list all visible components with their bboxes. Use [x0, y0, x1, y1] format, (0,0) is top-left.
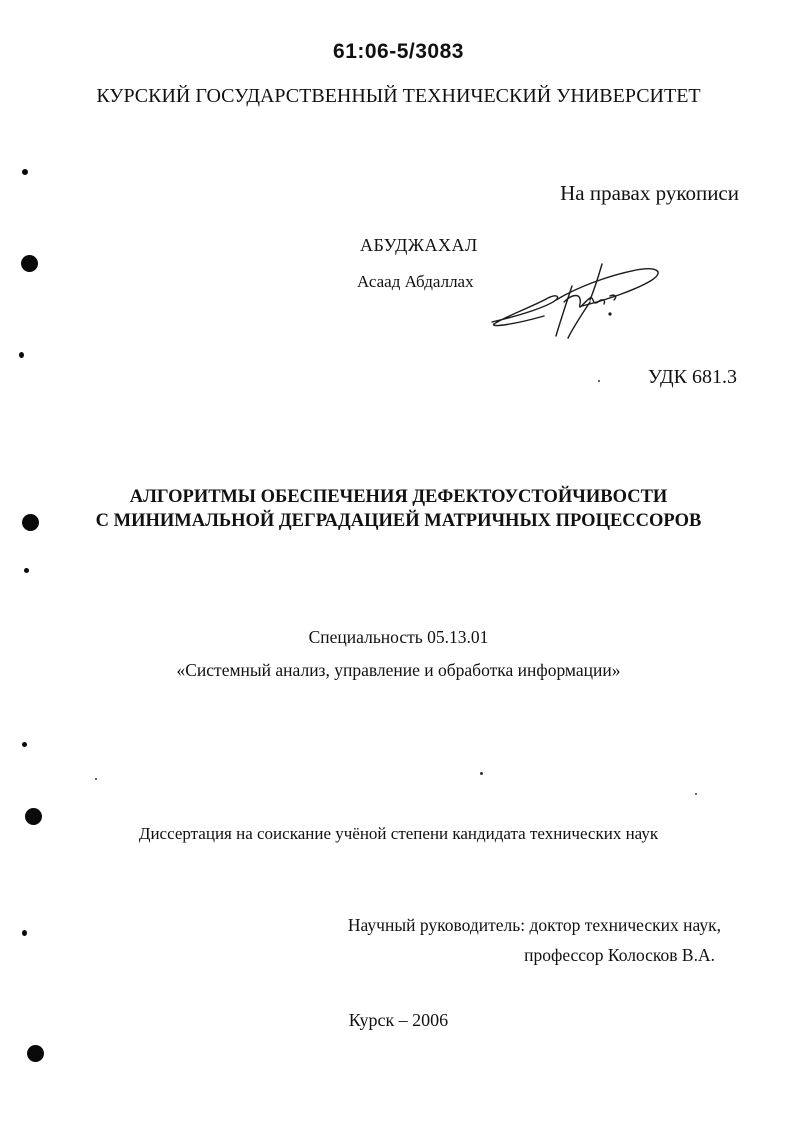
punch-hole	[21, 255, 38, 272]
punch-hole	[25, 808, 42, 825]
punch-hole	[27, 1045, 44, 1062]
thesis-title	[0, 485, 797, 533]
punch-hole	[22, 742, 27, 747]
thesis-title-line-2: С МИНИМАЛЬНОЙ ДЕГРАДАЦИЕЙ МАТРИЧНЫХ ПРОЦЕССОРОВ	[95, 511, 702, 531]
archive-code: 61:06-5/3083	[333, 40, 464, 63]
thesis-title-line-1: АЛГОРИТМЫ ОБЕСПЕЧЕНИЯ ДЕФЕКТОУСТОЙЧИВОСТИ	[129, 487, 668, 507]
signature-dot	[608, 312, 611, 315]
punch-hole	[24, 568, 29, 573]
author-signature	[486, 258, 666, 344]
author-given-names: Асаад Абдаллах	[357, 272, 474, 291]
scan-speck	[598, 380, 600, 382]
specialty-name: «Системный анализ, управление и обработка информации»	[176, 660, 621, 680]
scan-speck	[95, 778, 97, 780]
scan-speck	[695, 793, 697, 795]
punch-hole	[19, 352, 24, 358]
author-surname: АБУДЖАХАЛ	[360, 235, 478, 255]
university-name: КУРСКИЙ ГОСУДАРСТВЕННЫЙ ТЕХНИЧЕСКИЙ УНИВЕРСИТЕТ	[96, 85, 701, 107]
punch-hole	[22, 930, 27, 936]
supervisor-name: профессор Колосков В.А.	[524, 945, 715, 965]
punch-hole	[22, 169, 28, 175]
udk-code: УДК 681.3	[647, 366, 737, 388]
specialty-code: Специальность 05.13.01	[308, 627, 489, 647]
scan-speck	[480, 772, 483, 775]
degree-statement: Диссертация на соискание учёной степени кандидата технических наук	[138, 824, 659, 843]
rights-notice: На правах рукописи	[560, 181, 739, 205]
place-year: Курск – 2006	[348, 1010, 449, 1030]
supervisor-title: Научный руководитель: доктор технических наук,	[347, 915, 721, 935]
